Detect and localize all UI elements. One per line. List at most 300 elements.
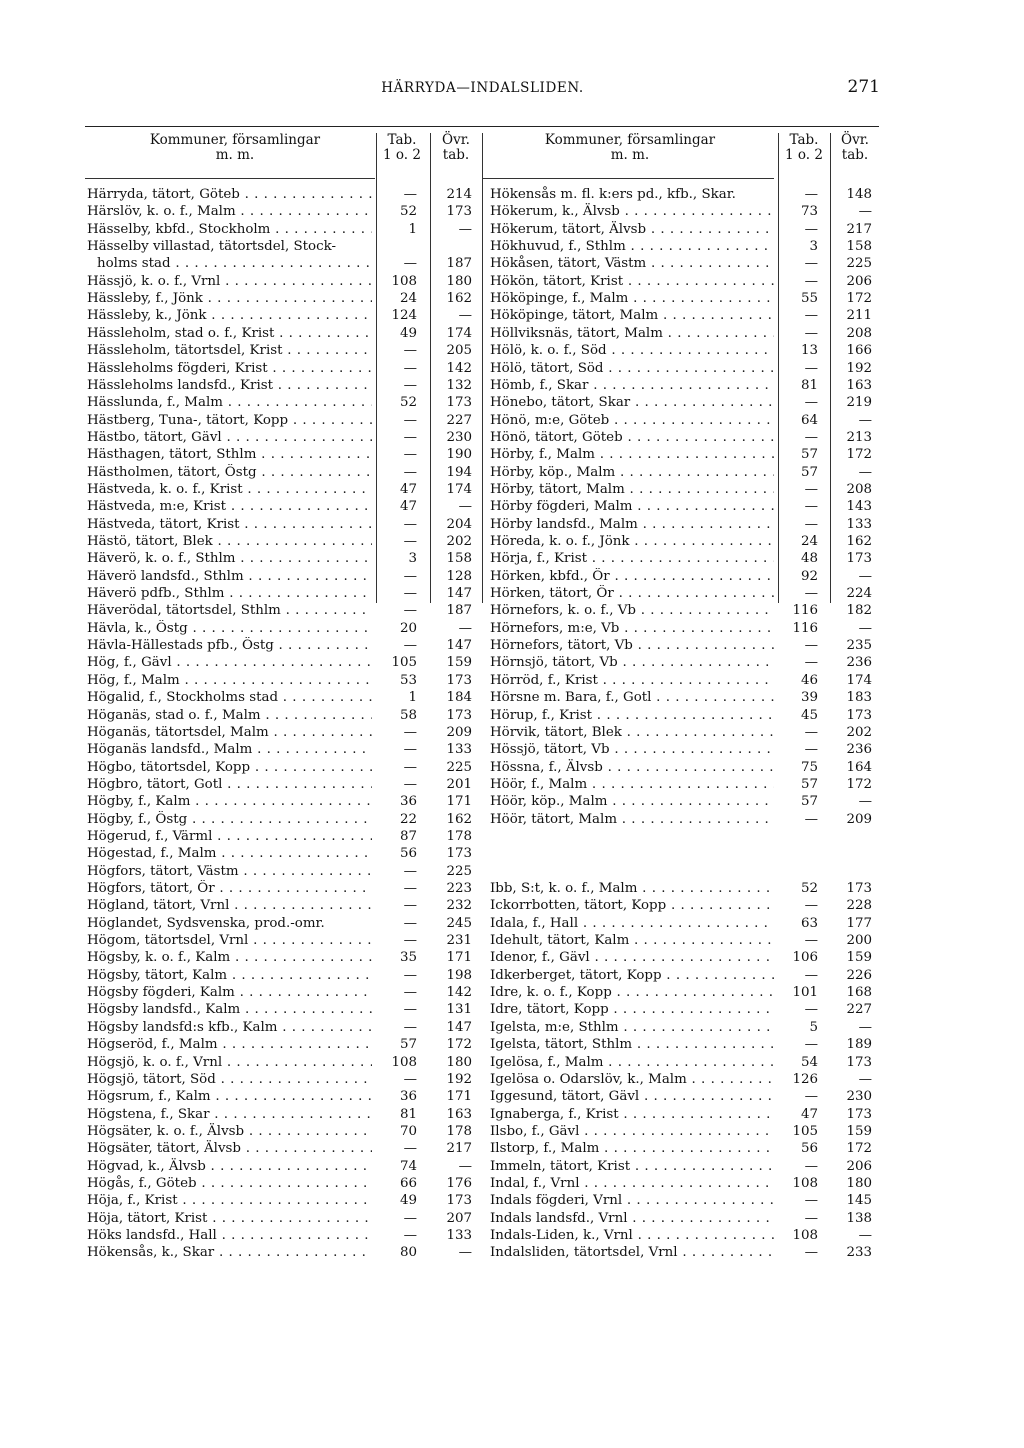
entry-name: Hässleby, f., Jönk . . . [87,290,372,307]
entry-ovr-value: — [858,568,872,584]
entry-ovr-value: 132 [446,377,472,393]
entry-name: Hököpinge, tätort, Malm . . . [490,307,774,324]
entry-name: Hög, f., Malm . . . [87,672,372,689]
entry-ovr-value: 184 [446,690,472,706]
index-entry [490,550,878,567]
entry-tab-value: — [403,256,417,272]
entry-tab-value: 36 [399,1089,417,1105]
left-ovr-header [432,133,480,163]
entry-tab-value: — [403,742,417,758]
entry-name: Hög, f., Gävl . . . [87,654,372,671]
index-entry [490,984,878,1001]
index-entry [87,1123,478,1140]
entry-tab-value: 46 [800,672,818,688]
entry-name: Höganäs, stad o. f., Malm . . . [87,707,372,724]
index-entry [87,255,478,272]
entry-name: Idenor, f., Gävl . . . [490,949,774,966]
entry-tab-value: — [804,1245,818,1261]
index-entry [490,568,878,585]
index-entry [87,568,478,585]
entry-name: Höganäs landsfd., Malm . . . [87,741,372,758]
entry-ovr-value: 142 [446,985,472,1001]
index-entry [490,464,878,481]
entry-tab-value: 74 [399,1158,417,1174]
index-entry [490,1001,878,1018]
entry-ovr-value: — [458,499,472,515]
entry-ovr-value: 232 [446,898,472,914]
entry-name: Högseröd, f., Malm . . . [87,1036,372,1053]
entry-ovr-value: — [858,1228,872,1243]
entry-ovr-value: 187 [446,256,472,272]
index-entry [490,897,878,914]
index-entry [490,516,878,533]
entry-ovr-value: 178 [446,828,472,844]
entry-tab-value: — [804,933,818,949]
entry-ovr-value: 192 [846,360,872,376]
entry-ovr-value: — [858,794,872,810]
entry-name: Härryda, tätort, Göteb . . . [87,186,372,203]
entry-name: Hästbo, tätort, Gävl . . . [87,429,372,446]
entry-ovr-value: 201 [446,776,472,792]
entry-ovr-value: 168 [846,985,872,1001]
entry-tab-value: — [804,325,818,341]
entry-tab-value: 63 [800,915,818,931]
index-entry [490,741,878,758]
index-entry [87,654,478,671]
entry-ovr-value: 172 [846,776,872,792]
index-entry [87,1036,478,1053]
entry-ovr-value: 230 [846,1089,872,1105]
left-tab-header [376,133,428,163]
entry-tab-value: — [804,1158,818,1174]
index-entry [87,1158,478,1175]
entry-ovr-value: — [458,221,472,237]
index-entry [87,360,478,377]
entry-ovr-value: 217 [846,221,872,237]
index-entry [490,672,878,689]
index-entry [87,429,478,446]
entry-ovr-value: 225 [846,256,872,272]
entry-name: Höör, köp., Malm . . . [490,793,774,810]
entry-ovr-value: 236 [846,655,872,671]
entry-tab-value: 56 [399,846,417,862]
index-entry [490,880,878,897]
entry-name: Högerud, f., Värml . . . [87,828,372,845]
index-entry [87,446,478,463]
index-entry [87,1054,478,1071]
index-entry [87,1244,478,1261]
entry-name: Häverö pdfb., Sthlm . . . [87,585,372,602]
right-tab-header-line2: 1 o. 2 [785,147,823,163]
entry-tab-value: 105 [792,1123,818,1139]
left-name-header [100,133,370,163]
entry-name: Hönö, m:e, Göteb . . . [490,412,774,429]
entry-ovr-value: 174 [446,481,472,497]
right-tab-header [778,133,830,163]
index-entry [87,863,478,880]
entry-name: Hörken, kbfd., Ör . . . [490,568,774,585]
entry-name: Hörja, f., Krist . . . [490,550,774,567]
entry-ovr-value: 133 [846,516,872,532]
entry-tab-value: 80 [399,1245,417,1261]
entry-name: Indal, f., Vrnl . . . [490,1175,774,1192]
head-rule-right [482,178,774,179]
entry-ovr-value: 158 [446,551,472,567]
entry-name: Högås, f., Göteb . . . [87,1175,372,1192]
entry-name: Härslöv, k. o. f., Malm . . . [87,203,372,220]
entry-name: Hölö, k. o. f., Söd . . . [490,342,774,359]
entry-name: Höllviksnäs, tätort, Malm . . . [490,325,774,342]
entry-name: Högestad, f., Malm . . . [87,845,372,862]
index-entry [87,325,478,342]
entry-name: Hävla, k., Östg . . . [87,620,372,637]
entry-ovr-value: — [858,204,872,220]
entry-tab-value: — [403,933,417,949]
entry-name: Hömb, f., Skar . . . [490,377,774,394]
entry-name: Idre, k. o. f., Kopp . . . [490,984,774,1001]
index-entry [490,654,878,671]
entry-name: Höglandet, Sydsvenska, prod.-omr. [87,915,325,931]
entry-tab-value: 36 [399,794,417,810]
entry-ovr-value: 206 [846,273,872,289]
entry-tab-value: — [403,863,417,879]
entry-tab-value: 58 [399,707,417,723]
entry-name: holms stad . . . [97,255,372,272]
entry-name: Hörsne m. Bara, f., Gotl . . . [490,689,774,706]
index-entry [87,620,478,637]
entry-ovr-value: 219 [846,395,872,411]
entry-name: Häverö, k. o. f., Sthlm . . . [87,550,372,567]
entry-name: Högsby, k. o. f., Kalm . . . [87,949,372,966]
index-entry [490,811,878,828]
entry-tab-value: — [804,655,818,671]
index-entry [490,1019,878,1036]
index-entry [490,273,878,290]
index-entry [87,550,478,567]
entry-name: Högsjö, tätort, Söd . . . [87,1071,372,1088]
entry-ovr-value: 198 [446,967,472,983]
entry-ovr-value: 214 [446,187,472,202]
index-entry [490,949,878,966]
entry-tab-value: — [804,499,818,515]
entry-name: Indals landsfd., Vrnl . . . [490,1210,774,1227]
right-name-header-line2: m. m. [610,147,650,163]
entry-name: Hästveda, k. o. f., Krist . . . [87,481,372,498]
entry-tab-value: 3 [809,239,818,255]
index-entry [490,1036,878,1053]
entry-tab-value: 81 [399,1106,417,1122]
entry-name: Idala, f., Hall . . . [490,915,774,932]
right-ovr-header [830,133,880,163]
entry-ovr-value: 133 [446,1228,472,1243]
index-entry [87,741,478,758]
entry-ovr-value: — [858,620,872,636]
running-title: HÄRRYDA—INDALSLIDEN. [381,80,584,96]
entry-name: Hörby, tätort, Malm . . . [490,481,774,498]
entry-ovr-value: 177 [846,915,872,931]
entry-ovr-value: 209 [446,724,472,740]
entry-name: Högsby, tätort, Kalm . . . [87,967,372,984]
entry-name: Hästö, tätort, Blek . . . [87,533,372,550]
index-entry [490,1088,878,1105]
index-entry [87,221,478,238]
index-entry [490,585,878,602]
entry-tab-value: 5 [809,1019,818,1035]
entry-name: Hörnefors, tätort, Vb . . . [490,637,774,654]
right-ovr-header-line1: Övr. [841,132,869,148]
entry-tab-value: — [403,568,417,584]
entry-ovr-value: 173 [846,551,872,567]
entry-tab-value: 24 [800,534,818,549]
entry-name: Ibb, S:t, k. o. f., Malm . . . [490,880,774,897]
entry-name: Högbo, tätortsdel, Kopp . . . [87,759,372,776]
entry-name: Hörnsjö, tätort, Vb . . . [490,654,774,671]
entry-name: Ilstorp, f., Malm . . . [490,1140,774,1157]
index-entry [87,1106,478,1123]
index-entry [87,498,478,515]
entry-tab-value: — [403,447,417,463]
entry-ovr-value: 173 [846,707,872,723]
entry-tab-value: 35 [399,950,417,966]
entry-name: Hörby, f., Malm . . . [490,446,774,463]
entry-name: Hässleholm, stad o. f., Krist . . . [87,325,372,342]
index-entry [87,1019,478,1036]
entry-name: Idre, tätort, Kopp . . . [490,1001,774,1018]
entry-name: Höja, tätort, Krist . . . [87,1210,372,1227]
entry-ovr-value: 173 [846,1106,872,1122]
index-entry [490,377,878,394]
index-entry [490,1158,878,1175]
entry-ovr-value: 171 [446,950,472,966]
index-entry [490,394,878,411]
entry-tab-value: — [403,967,417,983]
entry-ovr-value: — [458,1245,472,1261]
entry-tab-value: — [804,1089,818,1105]
right-name-header [490,133,770,163]
index-entry [490,1244,878,1261]
entry-name: Indals fögderi, Vrnl . . . [490,1192,774,1209]
entry-tab-value: 47 [399,499,417,515]
entry-name: Högsrum, f., Kalm . . . [87,1088,372,1105]
entry-tab-value: — [804,395,818,411]
index-entry [490,481,878,498]
entry-tab-value: 116 [792,620,818,636]
entry-name: Högstena, f., Skar . . . [87,1106,372,1123]
entry-ovr-value: 148 [846,187,872,202]
entry-tab-value: 13 [800,343,818,359]
entry-ovr-value: 172 [446,1037,472,1053]
entry-name: Högfors, tätort, Ör . . . [87,880,372,897]
index-entry [87,672,478,689]
entry-ovr-value: 208 [846,325,872,341]
entry-ovr-value: 227 [846,1002,872,1018]
entry-name: Hölö, tätort, Söd . . . [490,360,774,377]
entry-ovr-value: 230 [446,429,472,445]
entry-tab-value: — [403,586,417,602]
entry-name: Hössjö, tätort, Vb . . . [490,741,774,758]
entry-tab-value: — [804,967,818,983]
right-ovr-header-line2: tab. [841,147,869,163]
index-entry [490,446,878,463]
entry-ovr-value: 173 [846,1054,872,1070]
entry-name: Högby, f., Kalm . . . [87,793,372,810]
entry-tab-value: — [804,308,818,324]
entry-tab-value: 108 [792,1175,818,1191]
entry-ovr-value: 171 [446,794,472,810]
entry-ovr-value: 206 [846,1158,872,1174]
entry-ovr-value: 183 [846,690,872,706]
entry-ovr-value: 194 [446,464,472,480]
entry-tab-value: 81 [800,377,818,393]
right-name-header-line1: Kommuner, församlingar [544,132,716,148]
entry-ovr-value: — [858,1071,872,1087]
entry-name: Igelsta, tätort, Sthlm . . . [490,1036,774,1053]
entry-name: Hässlunda, f., Malm . . . [87,394,372,411]
entry-tab-value: — [804,273,818,289]
index-entry [490,221,878,238]
entry-tab-value: — [804,1037,818,1053]
index-entry [87,724,478,741]
entry-ovr-value: — [858,412,872,428]
entry-name: Hököpinge, f., Malm . . . [490,290,774,307]
index-entry [87,394,478,411]
entry-name: Hörby landsfd., Malm . . . [490,516,774,533]
page-header [85,77,880,102]
entry-name: Igelsta, m:e, Sthlm . . . [490,1019,774,1036]
entry-ovr-value: — [858,464,872,480]
index-entry [490,307,878,324]
entry-name: Hörby, köp., Malm . . . [490,464,774,481]
entry-tab-value: 57 [800,464,818,480]
entry-tab-value: — [403,516,417,532]
entry-tab-value: — [403,343,417,359]
entry-name: Hörup, f., Krist . . . [490,707,774,724]
entry-name: Hässelby, kbfd., Stockholm . . . [87,221,372,238]
entry-tab-value: 108 [391,273,417,289]
entry-ovr-value: 147 [446,638,472,654]
entry-tab-value: 55 [800,291,818,307]
entry-tab-value: — [403,603,417,619]
entry-name: Hökhuvud, f., Sthlm . . . [490,238,774,255]
entry-ovr-value: 173 [446,204,472,220]
entry-ovr-value: 162 [446,811,472,827]
index-entry [87,967,478,984]
entry-name: Hössna, f., Älvsb . . . [490,759,774,776]
index-entry [490,967,878,984]
left-tab-header-line1: Tab. [387,132,417,148]
entry-name: Höja, f., Krist . . . [87,1192,372,1209]
index-entry [87,1001,478,1018]
entry-name: Ilsbo, f., Gävl . . . [490,1123,774,1140]
entry-ovr-value: 227 [446,412,472,428]
entry-name: Högland, tätort, Vrnl . . . [87,897,372,914]
index-entry [87,516,478,533]
entry-tab-value: — [403,377,417,393]
entry-tab-value: 57 [399,1037,417,1053]
index-entry [490,759,878,776]
entry-tab-value: — [804,898,818,914]
entry-tab-value: — [804,742,818,758]
entry-ovr-value: 159 [846,950,872,966]
entry-ovr-value: 224 [846,586,872,602]
entry-tab-value: — [804,638,818,654]
entry-ovr-value: 231 [446,933,472,949]
entry-tab-value: 124 [391,308,417,324]
index-entry [490,915,878,932]
entry-name: Hörröd, f., Krist . . . [490,672,774,689]
index-entry [87,290,478,307]
entry-tab-value: — [804,360,818,376]
entry-name: Högfors, tätort, Västm . . . [87,863,372,880]
entry-name: Idehult, tätort, Kalm . . . [490,932,774,949]
left-tab-header-line2: 1 o. 2 [383,147,421,163]
entry-ovr-value: 208 [846,481,872,497]
entry-name: Hästholmen, tätort, Östg . . . [87,464,372,481]
entry-tab-value: — [403,915,417,931]
entry-tab-value: — [403,1071,417,1087]
entry-tab-value: 1 [408,690,417,706]
entry-name: Igelösa o. Odarslöv, k., Malm . . . [490,1071,774,1088]
entry-tab-value: 52 [399,395,417,411]
index-entry [87,533,478,550]
entry-ovr-value: 162 [846,534,872,549]
index-entry [87,273,478,290]
entry-ovr-value: 171 [446,1089,472,1105]
index-entry [87,932,478,949]
entry-tab-value: — [804,187,818,202]
entry-tab-value: 49 [399,1193,417,1209]
entry-ovr-value: 172 [846,447,872,463]
index-entry [87,759,478,776]
entry-ovr-value: 223 [446,881,472,896]
entry-ovr-value: 142 [446,360,472,376]
entry-tab-value: — [403,1019,417,1035]
index-entry [490,1175,878,1192]
index-entry [87,307,478,324]
entry-ovr-value: 128 [446,568,472,584]
entry-tab-value: — [403,985,417,1001]
index-entry [87,412,478,429]
entry-tab-value: — [804,1193,818,1209]
entry-tab-value: 3 [408,551,417,567]
entry-tab-value: — [804,724,818,740]
index-entry [87,1088,478,1105]
entry-name: Höör, tätort, Malm . . . [490,811,774,828]
entry-tab-value: 105 [391,655,417,671]
entry-name: Hästveda, m:e, Krist . . . [87,498,372,515]
index-entry [490,1123,878,1140]
entry-tab-value: 75 [800,759,818,775]
index-entry [87,203,478,220]
index-entry [490,845,878,862]
entry-tab-value: 101 [792,985,818,1001]
entry-name: Högbro, tätort, Gotl . . . [87,776,372,793]
entry-name: Hörby fögderi, Malm . . . [490,498,774,515]
entry-ovr-value: 174 [846,672,872,688]
entry-tab-value: 92 [800,568,818,584]
head-rule-left [85,178,375,179]
entry-tab-value: 66 [399,1175,417,1191]
entry-tab-value: 73 [800,204,818,220]
index-entry [490,203,878,220]
index-entry [87,1071,478,1088]
vrule-middle [482,133,483,603]
entry-ovr-value: 190 [446,447,472,463]
entry-ovr-value: 172 [846,1141,872,1157]
index-entry [490,1227,878,1244]
entry-name: Höreda, k. o. f., Jönk . . . [490,533,774,550]
entry-name: Höks landsfd., Hall . . . [87,1227,372,1244]
